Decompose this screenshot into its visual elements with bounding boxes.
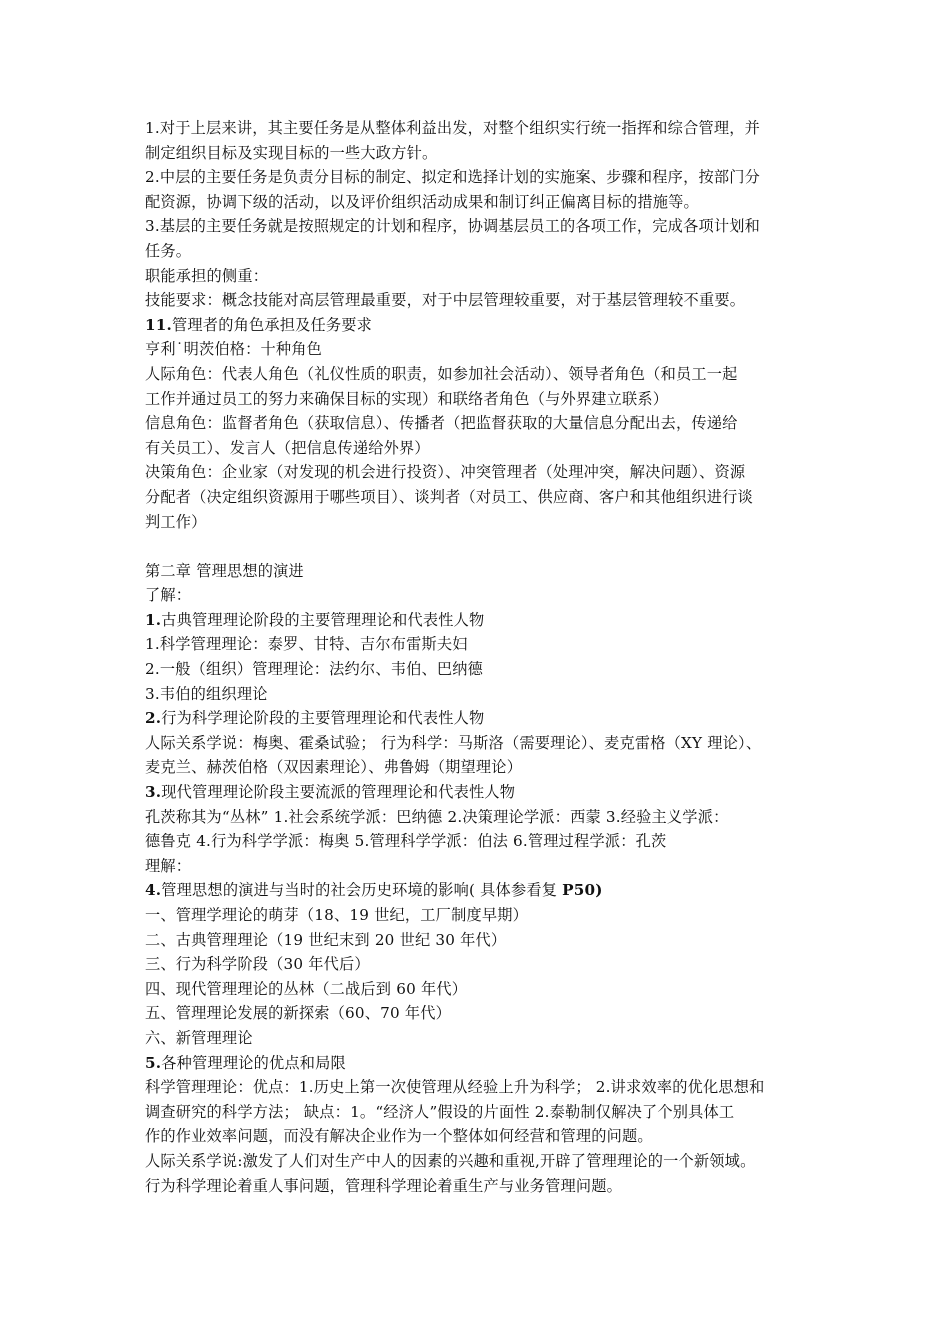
line-text: 工作并通过员工的努力来确保目标的实现）和联络者角色（与外界建立联系）	[145, 389, 669, 408]
line-text: 任务。	[145, 241, 192, 260]
text-line	[145, 485, 810, 510]
item-number: 2.	[145, 709, 162, 728]
text-line	[145, 1100, 810, 1125]
text-line	[145, 1026, 810, 1051]
line-text: 1.对于上层来讲，其主要任务是从整体利益出发，对整个组织实行统一指挥和综合管理，并	[145, 119, 761, 137]
text-line	[145, 1075, 810, 1100]
line-text: 决策角色：企业家（对发现的机会进行投资）、冲突管理者（处理冲突，解决问题）、资源	[145, 463, 746, 482]
item-number: 11.	[145, 315, 173, 334]
text-line	[145, 1051, 810, 1076]
text-line	[145, 755, 810, 780]
line-text: 各种管理理论的优点和局限	[161, 1053, 346, 1072]
line-text: 2.一般（组织）管理理论：法约尔、韦伯、巴纳德	[145, 660, 484, 679]
line-text: 1.科学管理理论：泰罗、甘特、吉尔布雷斯夫妇	[145, 635, 468, 654]
text-line	[145, 706, 810, 731]
text-line	[145, 510, 810, 535]
page-reference: P50)	[562, 881, 603, 900]
text-line	[145, 829, 810, 854]
line-text: 亨利˙明茨伯格：十种角色	[145, 340, 323, 359]
text-line	[145, 928, 810, 953]
text-line	[145, 952, 810, 977]
line-text: 四、现代管理理论的丛林（二战后到 60 年代）	[145, 979, 468, 998]
text-line	[145, 165, 810, 190]
text-line	[145, 239, 810, 264]
line-text: 人际关系学说：梅奥、霍桑试验； 行为科学：马斯洛（需要理论）、麦克雷格（XY 理论）、	[145, 733, 762, 752]
text-line	[145, 682, 810, 707]
text-line	[145, 337, 810, 362]
text-line	[145, 411, 810, 436]
line-text: 作的作业效率问题，而没有解决企业作为一个整体如何经营和管理的问题。	[145, 1127, 653, 1146]
text-line	[145, 190, 810, 215]
text-line	[145, 854, 810, 879]
text-line	[145, 1174, 810, 1199]
text-line	[145, 288, 810, 313]
line-text: 孔茨称其为“丛林” 1.社会系统学派：巴纳德 2.决策理论学派：西蒙 3.经验主义学派：	[145, 807, 729, 826]
line-text: 理解：	[145, 856, 192, 875]
line-text: 调查研究的科学方法； 缺点：1。“经济人”假设的片面性 2.泰勒制仅解决了个别具体工	[145, 1102, 735, 1121]
text-line	[145, 608, 810, 633]
text-line	[145, 214, 810, 239]
line-text: 六、新管理理论	[145, 1028, 253, 1047]
line-text: 麦克兰、赫茨伯格（双因素理论）、弗鲁姆（期望理论）	[145, 758, 523, 777]
line-text: 人际关系学说:激发了人们对生产中人的因素的兴趣和重视,开辟了管理理论的一个新领域。	[145, 1151, 756, 1170]
line-text: 2.中层的主要任务是负责分目标的制定、拟定和选择计划的实施案、步骤和程序，按部门分	[145, 168, 761, 187]
line-text: 3.韦伯的组织理论	[145, 684, 268, 703]
line-text: 管理者的角色承担及任务要求	[172, 315, 373, 334]
line-text: 古典管理理论阶段的主要管理理论和代表性人物	[161, 610, 485, 629]
text-line	[145, 583, 810, 608]
line-text: 科学管理理论：优点：1.历史上第一次使管理从经验上升为科学； 2.讲求效率的优化思想和	[145, 1078, 765, 1097]
text-line	[145, 977, 810, 1002]
text-line	[145, 657, 810, 682]
line-text: 人际角色：代表人角色（礼仪性质的职责，如参加社会活动）、领导者角色（和员工一起	[145, 364, 738, 383]
line-text: 3.基层的主要任务就是按照规定的计划和程序，协调基层员工的各项工作，完成各项计划和	[145, 217, 761, 236]
line-text: 管理思想的演进与当时的社会历史环境的影响( 具体参看复	[161, 881, 563, 900]
line-text: 德鲁克 4.行为科学学派：梅奥 5.管理科学学派：伯法 6.管理过程学派：孔茨	[145, 832, 667, 851]
line-text: 了解：	[145, 586, 192, 605]
line-text: 有关员工）、发言人（把信息传递给外界）	[145, 438, 430, 457]
text-line	[145, 1124, 810, 1149]
text-line	[145, 878, 810, 903]
line-text: 三、行为科学阶段（30 年代后）	[145, 955, 370, 974]
text-line	[145, 460, 810, 485]
item-number: 5.	[145, 1053, 162, 1072]
line-text: 现代管理理论阶段主要流派的管理理论和代表性人物	[161, 783, 516, 802]
text-line	[145, 903, 810, 928]
line-text: 行为科学理论着重人事问题，管理科学理论着重生产与业务管理问题。	[145, 1176, 623, 1195]
text-line	[145, 116, 810, 141]
line-text: 二、古典管理理论（19 世纪末到 20 世纪 30 年代）	[145, 930, 507, 949]
text-line	[145, 264, 810, 289]
line-text: 职能承担的侧重：	[145, 266, 269, 285]
line-text: 五、管理理论发展的新探索（60、70 年代）	[145, 1004, 452, 1023]
line-text: 行为科学理论阶段的主要管理理论和代表性人物	[161, 709, 485, 728]
text-line	[145, 1149, 810, 1174]
line-text: 信息角色：监督者角色（获取信息）、传播者（把监督获取的大量信息分配出去，传递给	[145, 414, 738, 433]
text-line	[145, 559, 810, 584]
text-line	[145, 805, 810, 830]
line-text: 技能要求：概念技能对高层管理最重要，对于中层管理较重要，对于基层管理较不重要。	[145, 291, 746, 310]
text-line	[145, 387, 810, 412]
text-line	[145, 313, 810, 338]
document-page	[145, 116, 810, 1198]
line-text: 第二章 管理思想的演进	[145, 561, 304, 580]
line-text: 制定组织目标及实现目标的一些大政方针。	[145, 143, 438, 162]
text-line	[145, 436, 810, 461]
text-line	[145, 780, 810, 805]
text-line	[145, 141, 810, 166]
text-line	[145, 731, 810, 756]
line-text: 一、管理学理论的萌芽（18、19 世纪，工厂制度早期）	[145, 906, 529, 924]
line-text: 判工作）	[145, 512, 207, 531]
text-line	[145, 632, 810, 657]
text-line	[145, 362, 810, 387]
blank-line	[145, 534, 810, 559]
item-number: 3.	[145, 783, 162, 802]
line-text: 配资源，协调下级的活动，以及评价组织活动成果和制订纠正偏离目标的措施等。	[145, 192, 699, 211]
text-line	[145, 1001, 810, 1026]
line-text: 分配者（决定组织资源用于哪些项目）、谈判者（对员工、供应商、客户和其他组织进行谈	[145, 487, 753, 506]
item-number: 4.	[145, 881, 162, 900]
item-number: 1.	[145, 610, 162, 629]
